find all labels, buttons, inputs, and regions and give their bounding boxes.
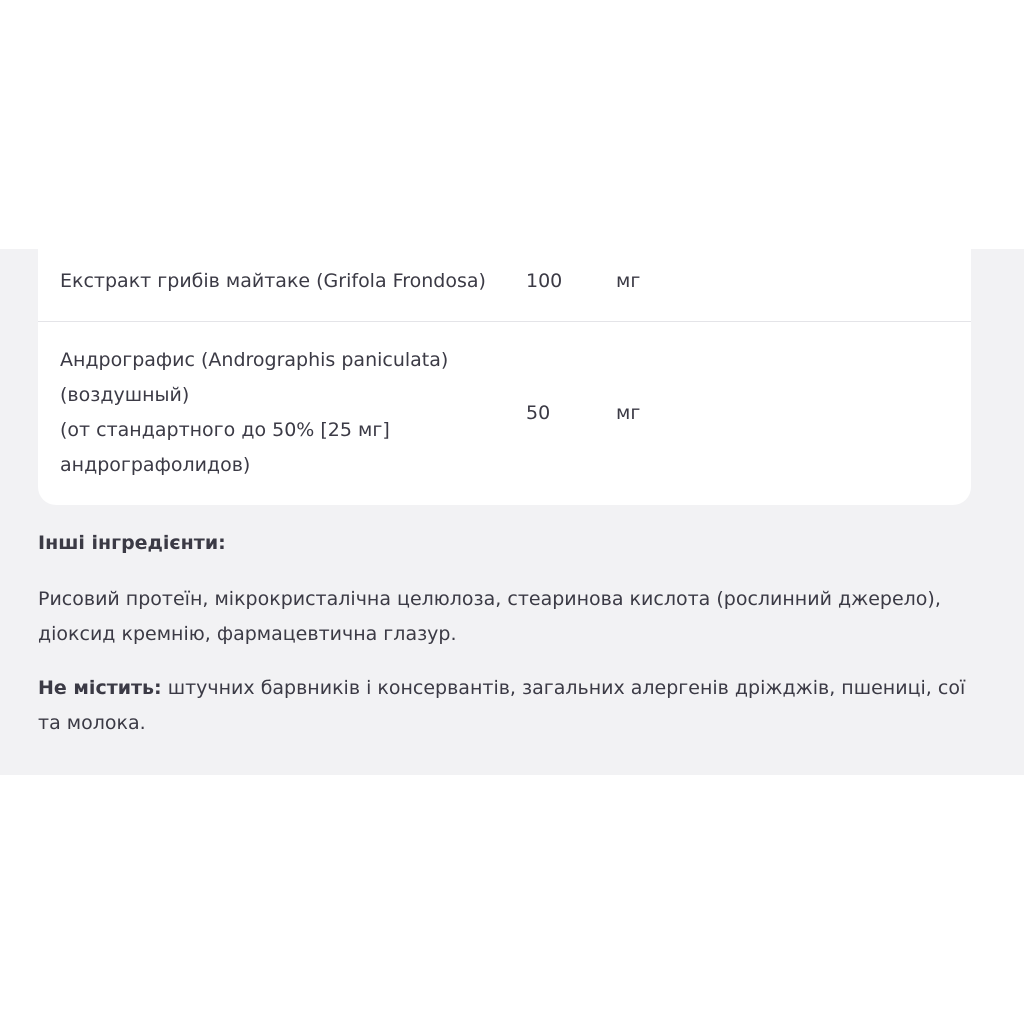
product-info-panel [0, 249, 1024, 775]
ingredient-unit: мг [616, 402, 641, 424]
free-from-text: штучних барвників і консервантів, загальних алергенів дріжджів, пшениці, сої та молока. [38, 677, 966, 734]
ingredient-amount: 100 [526, 270, 563, 292]
other-ingredients-text: Рисовий протеїн, мікрокристалічна целюлоза, стеаринова кислота (рослинний джерело), діоксид кремнію, фармацевтична глазур. [38, 588, 941, 645]
free-from-statement [38, 671, 978, 741]
table-row [38, 249, 971, 321]
table-row [38, 322, 971, 505]
other-ingredients-heading: Інші інгредієнти: [38, 532, 226, 554]
supplement-facts-table [38, 249, 971, 505]
ingredient-amount: 50 [526, 402, 551, 424]
ingredient-unit: мг [616, 270, 641, 292]
free-from-label: Не містить: [38, 677, 162, 699]
ingredient-name: Андрографис (Andrographis paniculata) (воздушный) (от стандартного до 50% [25 мг] андрографолидов) [60, 349, 449, 476]
ingredient-name: Екстракт грибів майтаке (Grifola Frondosa) [60, 270, 486, 292]
